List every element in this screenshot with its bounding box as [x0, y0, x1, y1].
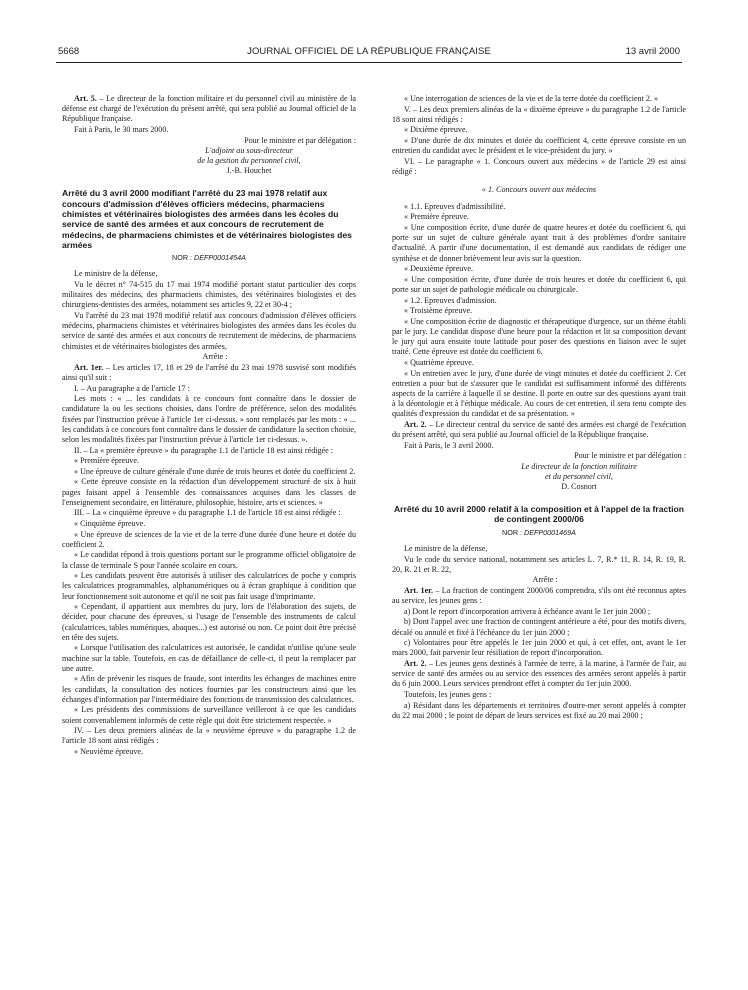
paragraph: Les mots : « ... les candidats à ce concours font connaître dans le dossier de candidature la ou les sections choisies, dans l'ordre de préférence, selon des modalités fixées par l'instruction prévue à l'article 1er ci-dessus. » sont remplacés par les mots : « ... les candidats à ce concours font connaître dans le dossier de candidature la section choisie, selon les modalités fixées par l'instruction prévue à l'article 1er ci-dessus. ».: [62, 394, 356, 444]
signature-title: et du personnel civil,: [545, 471, 613, 481]
paragraph: « Dixième épreuve.: [404, 125, 468, 135]
paragraph: « Troisième épreuve.: [404, 306, 473, 316]
left-column: [62, 94, 356, 758]
signature-title: L'adjoint au sous-directeur: [205, 145, 293, 155]
paragraph: a) Dont le report d'incorporation arrivera à échéance avant le 1er juin 2000 ;: [404, 606, 651, 616]
paragraph: a) Résidant dans les départements et territoires d'outre-mer seront appelés à compter du 22 mai 2000 ; le point de départ de leurs services est fixé au 20 mai 2000 ;: [392, 700, 686, 720]
nor-label: NOR :: [502, 527, 524, 537]
decree-title: Arrêté du 10 avril 2000 relatif à la composition et à l'appel de la fraction de contingent 2000/06: [393, 504, 685, 525]
paragraph: « Quatrième épreuve.: [404, 357, 474, 367]
paragraph: « 1.1. Epreuves d'admissibilité.: [404, 201, 506, 211]
signature-line: Pour le ministre et par délégation :: [574, 451, 686, 461]
nor-reference: [392, 528, 686, 538]
arrete-heading: Arrête :: [202, 352, 228, 362]
article-text: – Le directeur central du service de santé des armées est chargé de l'exécution du présent arrêté, qui sera publié au Journal officiel de la République française.: [392, 419, 686, 440]
article-label: Art. 2.: [404, 658, 427, 668]
paragraph: « Afin de prévenir les risques de fraude, sont interdits les échanges de machines entre les candidats, la consultation des notices fournies par les constructeurs ainsi que les échanges d'information par l'intermédiaire des fonctions de transmission des calculatrices.: [62, 674, 356, 704]
paragraph: Vu l'arrêté du 23 mai 1978 modifié relatif aux concours d'admission d'élèves officiers médecins, pharmaciens chimistes et vétérinaires biologistes des armées dans les écoles du service de santé des armées et aux concours de recrutement de médecins, de pharmaciens chimistes et de vétérinaires biologistes des armées,: [62, 310, 356, 351]
article-2: [392, 420, 686, 440]
article-label: Art. 2.: [404, 419, 427, 429]
fait-a-paris: Fait à Paris, le 30 mars 2000.: [74, 125, 169, 134]
paragraph: « Neuvième épreuve.: [74, 746, 143, 756]
signatory-name: D. Cosnort: [561, 481, 597, 491]
paragraph: Le ministre de la défense,: [74, 269, 158, 279]
paragraph: « Deuxième épreuve.: [404, 264, 473, 274]
paragraph: « Première épreuve.: [404, 212, 469, 222]
paragraph: « Une interrogation de sciences de la vie et de la terre dotée du coefficient 2. »: [404, 94, 659, 103]
article-5: [62, 94, 356, 125]
paragraph: « Une composition écrite de diagnostic et thérapeutique d'urgence, sur un thème établi par le jury. Le candidat dispose d'une heure pour la rédaction et lit sa composition devant le jury qui aura ensuite toute latitude pour poser des questions en liaison avec le sujet traité. Cette épreuve est dotée du coefficient 6.: [392, 316, 686, 357]
signature-title: de la gestion du personnel civil,: [197, 156, 301, 165]
paragraph: « Une épreuve de culture générale d'une durée de trois heures et dotée du coefficient 2.: [74, 466, 356, 476]
article-1: [392, 586, 686, 606]
paragraph: « Cependant, il appartient aux membres du jury, lors de l'élaboration des sujets, de décider, pour chacune des épreuves, si l'usage de l'ensemble des instruments de calcul (calculatrices, tables numériques, abaques...) est autorisé ou non. Ce point doit être précisé en tête des sujets.: [62, 602, 356, 642]
paragraph: b) Dont l'appel avec une fraction de contingent antérieure a été, pour des motifs divers, décalé ou annulé et fixé à l'échéance du 1er juin 2000 ;: [392, 617, 686, 637]
paragraph: « Une composition écrite, d'une durée de trois heures et dotée du coefficient 6, qui porte sur un sujet de pathologie médicale ou chirurgicale.: [392, 274, 686, 294]
nor-label: NOR :: [172, 253, 194, 263]
article-text: – Le directeur de la fonction militaire et du personnel civil au ministère de la défense est chargé de l'exécution du présent arrêté, qui sera publié au Journal officiel de la République française.: [62, 94, 357, 124]
paragraph: IV. – Les deux premiers alinéas de la « neuvième épreuve » du paragraphe 1.2 de l'article 18 sont ainsi rédigés :: [62, 726, 356, 746]
arrete-heading: Arrête :: [532, 575, 558, 585]
article-text: – La fraction de contingent 2000/06 comprendra, s'ils ont été reconnus aptes au service, les jeunes gens :: [392, 585, 686, 606]
paragraph: Toutefois, les jeunes gens :: [404, 689, 492, 699]
paragraph: I. – Au paragraphe a de l'article 17 :: [74, 383, 190, 393]
paragraph: Vu le code du service national, notamment ses articles L. 7, R.* 11, R. 14, R. 19, R. 20, R. 21 et R. 22,: [392, 554, 686, 574]
article-label: Art. 1er.: [74, 362, 104, 372]
paragraph: « Première épreuve.: [74, 456, 139, 466]
journal-title: JOURNAL OFFICIEL DE LA RÉPUBLIQUE FRANÇAISE: [247, 46, 491, 57]
paragraph: c) Volontaires pour être appelés le 1er juin 2000 et qui, à cet effet, ont, avant le 1er mars 2000, fait parvenir leur résiliation de report d'incorporation.: [392, 638, 686, 658]
paragraph: « Cinquième épreuve.: [74, 518, 146, 528]
signatory-name: J.-B. Houchet: [226, 166, 272, 176]
decree-title: Arrêté du 3 avril 2000 modifiant l'arrêté du 23 mai 1978 relatif aux concours d'admission d'élèves officiers médecins, pharmaciens chimistes et vétérinaires biologistes des armées dans les écoles du service de santé des armées et aux concours de recrutement de médecins, de pharmaciens chimistes et de vétérinaires biologistes des armées: [62, 188, 352, 250]
paragraph: « Le candidat répond à trois questions portant sur le programme officiel obligatoire de la classe de terminale S pour l'année scolaire en cours.: [62, 550, 356, 570]
article-label: Art. 1er.: [404, 585, 434, 595]
page-number: 5668: [58, 46, 80, 57]
paragraph: « Cette épreuve consiste en la rédaction d'un développement structuré de six à huit pages faisant appel à l'ensemble des connaissances acquises dans les classes de l'enseignement secondaire, en littérature, philosophie, histoire, arts et sciences. »: [62, 477, 356, 507]
fait-a-paris: Fait à Paris, le 3 avril 2000.: [404, 440, 494, 450]
paragraph: VI. – Le paragraphe « 1. Concours ouvert aux médecins » de l'article 29 est ainsi rédigé :: [392, 156, 686, 176]
right-column: [392, 94, 686, 721]
header-rule: [56, 62, 682, 63]
paragraph: Le ministre de la défense,: [404, 543, 488, 553]
page-header: [58, 46, 680, 60]
nor-code: DEFP0001469A: [524, 527, 576, 537]
paragraph: III. – La « cinquième épreuve » du paragraphe 1.1 de l'article 18 est ainsi rédigée :: [74, 508, 341, 518]
issue-date: 13 avril 2000: [625, 46, 680, 57]
paragraph: V. – Les deux premiers alinéas de la « dixième épreuve » du paragraphe 1.2 de l'article 18 sont ainsi rédigés :: [392, 104, 686, 124]
paragraph: II. – La « première épreuve » du paragraphe 1.1 de l'article 18 est ainsi rédigée :: [74, 445, 333, 455]
paragraph: « Lorsque l'utilisation des calculatrices est autorisée, le candidat n'utilise qu'une seule machine sur la table. Toutefois, en cas de défaillance de celle-ci, il peut la remplacer par une autre.: [62, 643, 356, 673]
signature-title: Le directeur de la fonction militaire: [521, 461, 637, 471]
nor-reference: [62, 253, 356, 263]
paragraph: « Une épreuve de sciences de la vie et de la terre d'une durée d'une heure et dotée du coefficient 2.: [62, 529, 356, 549]
paragraph: Vu le décret n° 74-515 du 17 mai 1974 modifié portant statut particulier des corps militaires des médecins, des pharmaciens chimistes, des vétérinaires biologistes et des chirurgiens-dentistes des armées, notamment ses articles 9, 22 et 30-4 ;: [62, 279, 356, 310]
article-2: [392, 659, 686, 690]
paragraph: « Un entretien avec le jury, d'une durée de vingt minutes et dotée du coefficient 2. Cet entretien a pour but de s'assurer que le candidat est suffisamment informé des différents aspects de la carrière à laquelle il se destine. Il porte en outre sur des questions ayant trait à la déontologie et à l'éthique médicale. Au cours de cet entretien, il sera tenu compte des qualités d'expression du candidat et de sa présentation. »: [392, 368, 686, 419]
article-text: – Les articles 17, 18 et 29 de l'arrêté du 23 mai 1978 susvisé sont modifiés ainsi qu'il suit :: [62, 362, 356, 382]
article-label: Art. 5.: [74, 94, 97, 103]
paragraph: « 1.2. Epreuves d'admission.: [404, 295, 497, 305]
signature-line: Pour le ministre et par délégation :: [244, 135, 356, 145]
nor-code: DEFP0001454A: [194, 253, 246, 263]
article-1: [62, 363, 356, 383]
paragraph: « D'une durée de dix minutes et dotée du coefficient 4, cette épreuve consiste en un entretien du candidat avec le président et le vice-président du jury. »: [392, 135, 686, 156]
paragraph: « Une composition écrite, d'une durée de quatre heures et dotée du coefficient 6, qui porte sur un sujet de culture générale ayant trait à des problèmes d'ordre sanitaire d'actualité. A partir d'une documentation, il est demandé aux candidats de rédiger une synthèse et de donner brièvement leur avis sur la question.: [392, 222, 686, 263]
paragraph: « Les candidats peuvent être autorisés à utiliser des calculatrices de poche y compris les calculatrices programmables, alphanumériques ou à écran graphique à condition que leur fonctionnement soit autonome et qu'il ne soit pas fait usage d'imprimante.: [62, 571, 356, 601]
paragraph: « Les présidents des commissions de surveillance veilleront à ce que les candidats soient convenablement informés de cette règle qui doit être strictement respectée. »: [62, 705, 356, 725]
article-text: – Les jeunes gens destinés à l'armée de terre, à la marine, à l'armée de l'air, au service de santé des armées ou au service des essences des armées seront appelés à partir du 6 juin 2000. Leurs services prendront effet à compter du 1er juin 2000.: [392, 658, 687, 689]
section-heading: « 1. Concours ouvert aux médecins: [481, 184, 597, 194]
